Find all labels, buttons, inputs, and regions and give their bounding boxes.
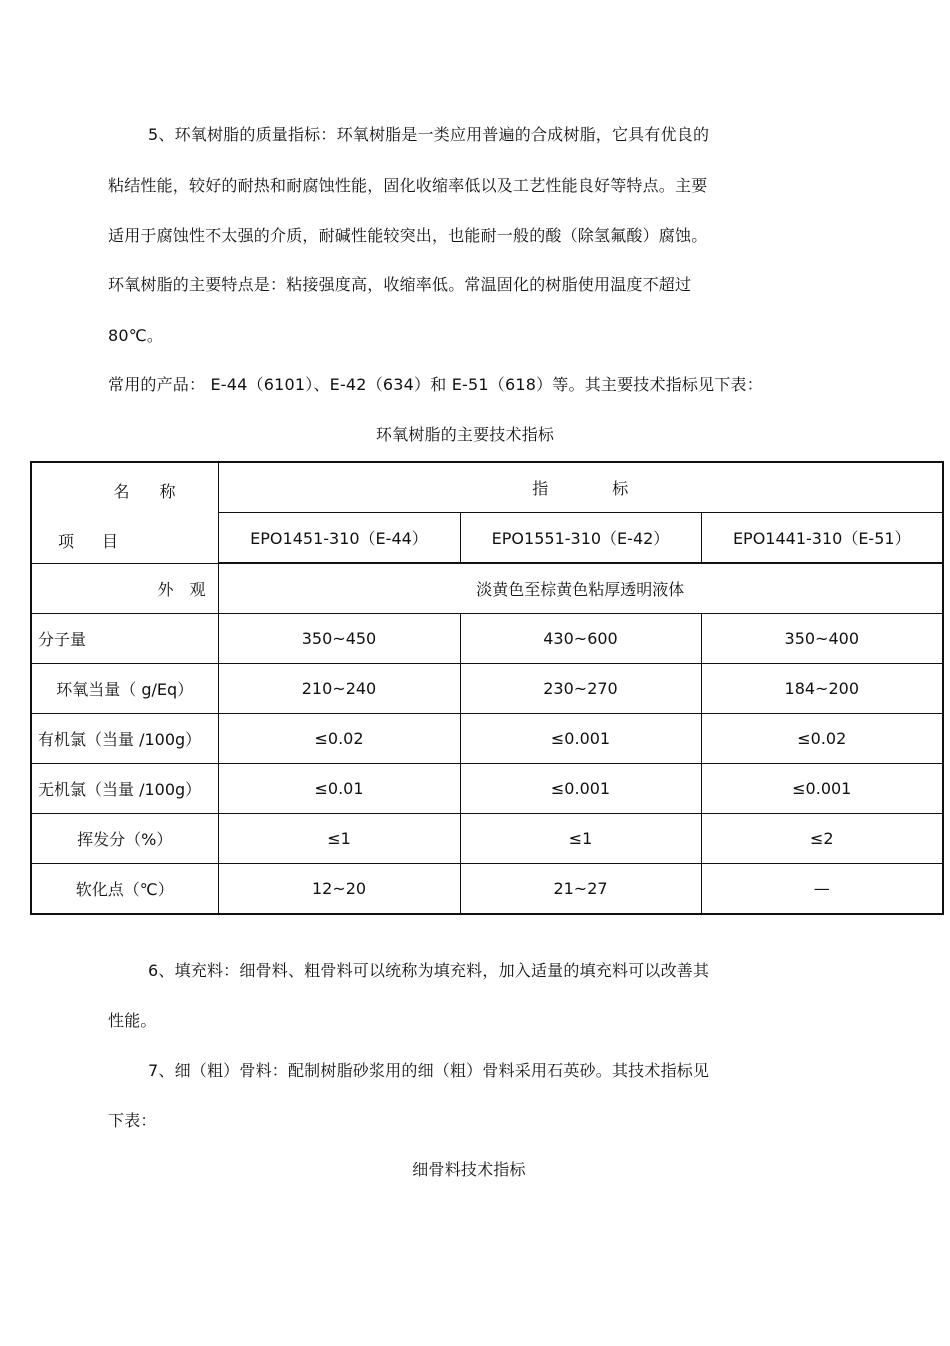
table-row	[31, 814, 943, 864]
paragraph-7-line-2: 下表：	[108, 1111, 157, 1130]
table-cell: —	[701, 864, 943, 915]
paragraph-6-line-1: 6、填充料：细骨料、粗骨料可以统称为填充料，加入适量的填充料可以改善其	[148, 961, 710, 980]
header-item: 项目	[58, 532, 147, 551]
table-1-caption: 环氧树脂的主要技术指标	[375, 425, 555, 444]
paragraph-5-line-5: 80℃。	[108, 326, 164, 345]
table-cell: 21~27	[460, 864, 701, 915]
table-cell: ≤0.001	[701, 764, 943, 814]
paragraph-6-line-2: 性能。	[108, 1011, 157, 1030]
table-cell: ≤1	[460, 814, 701, 864]
header-index: 指 标	[218, 462, 943, 513]
table-cell: 210~240	[218, 664, 460, 714]
table-cell: 350~400	[701, 614, 943, 664]
table-cell: 350~450	[218, 614, 460, 664]
table-cell: 12~20	[218, 864, 460, 915]
table-row	[31, 764, 943, 814]
table-cell: ≤0.01	[218, 764, 460, 814]
table-cell: 230~270	[460, 664, 701, 714]
epoxy-spec-table	[30, 461, 944, 915]
appearance-label: 外 观	[31, 563, 218, 614]
paragraph-5-line-4: 环氧树脂的主要特点是：粘接强度高，收缩率低。常温固化的树脂使用温度不超过	[108, 275, 692, 294]
table-cell: 430~600	[460, 614, 701, 664]
table-cell: ≤0.02	[701, 714, 943, 764]
row-label: 有机氯（当量 /100g）	[31, 714, 218, 764]
paragraph-5-line-6: 常用的产品： E-44（6101）、E-42（634）和 E-51（618）等。其主要技术指标见下表：	[108, 375, 763, 394]
row-label: 分子量	[31, 614, 218, 664]
table-row	[31, 714, 943, 764]
header-name: 名称	[113, 482, 206, 501]
column-header: EPO1441-310（E-51）	[701, 513, 943, 564]
paragraph-5-line-3: 适用于腐蚀性不太强的介质，耐碱性能较突出，也能耐一般的酸（除氢氟酸）腐蚀。	[108, 226, 708, 245]
table-2-caption: 细骨料技术指标	[412, 1160, 526, 1179]
column-header: EPO1551-310（E-42）	[460, 513, 701, 564]
table-cell: ≤0.02	[218, 714, 460, 764]
paragraph-5-line-2: 粘结性能，较好的耐热和耐腐蚀性能，固化收缩率低以及工艺性能良好等特点。主要	[108, 176, 708, 195]
table-cell: 184~200	[701, 664, 943, 714]
table-row	[31, 614, 943, 664]
row-label: 挥发分（%）	[31, 814, 218, 864]
column-header: EPO1451-310（E-44）	[218, 513, 460, 564]
row-label: 环氧当量（ g/Eq）	[31, 664, 218, 714]
appearance-value: 淡黄色至棕黄色粘厚透明液体	[218, 563, 943, 614]
table-cell: ≤2	[701, 814, 943, 864]
header-name-item-cell	[31, 462, 218, 563]
table-row	[31, 864, 943, 915]
table-cell: ≤1	[218, 814, 460, 864]
row-label: 无机氯（当量 /100g）	[31, 764, 218, 814]
row-label: 软化点（℃）	[31, 864, 218, 915]
paragraph-7-line-1: 7、细（粗）骨料：配制树脂砂浆用的细（粗）骨料采用石英砂。其技术指标见	[148, 1061, 710, 1080]
table-row	[31, 664, 943, 714]
table-cell: ≤0.001	[460, 764, 701, 814]
table-cell: ≤0.001	[460, 714, 701, 764]
paragraph-5-line-1: 5、环氧树脂的质量指标：环氧树脂是一类应用普遍的合成树脂，它具有优良的	[148, 125, 710, 144]
